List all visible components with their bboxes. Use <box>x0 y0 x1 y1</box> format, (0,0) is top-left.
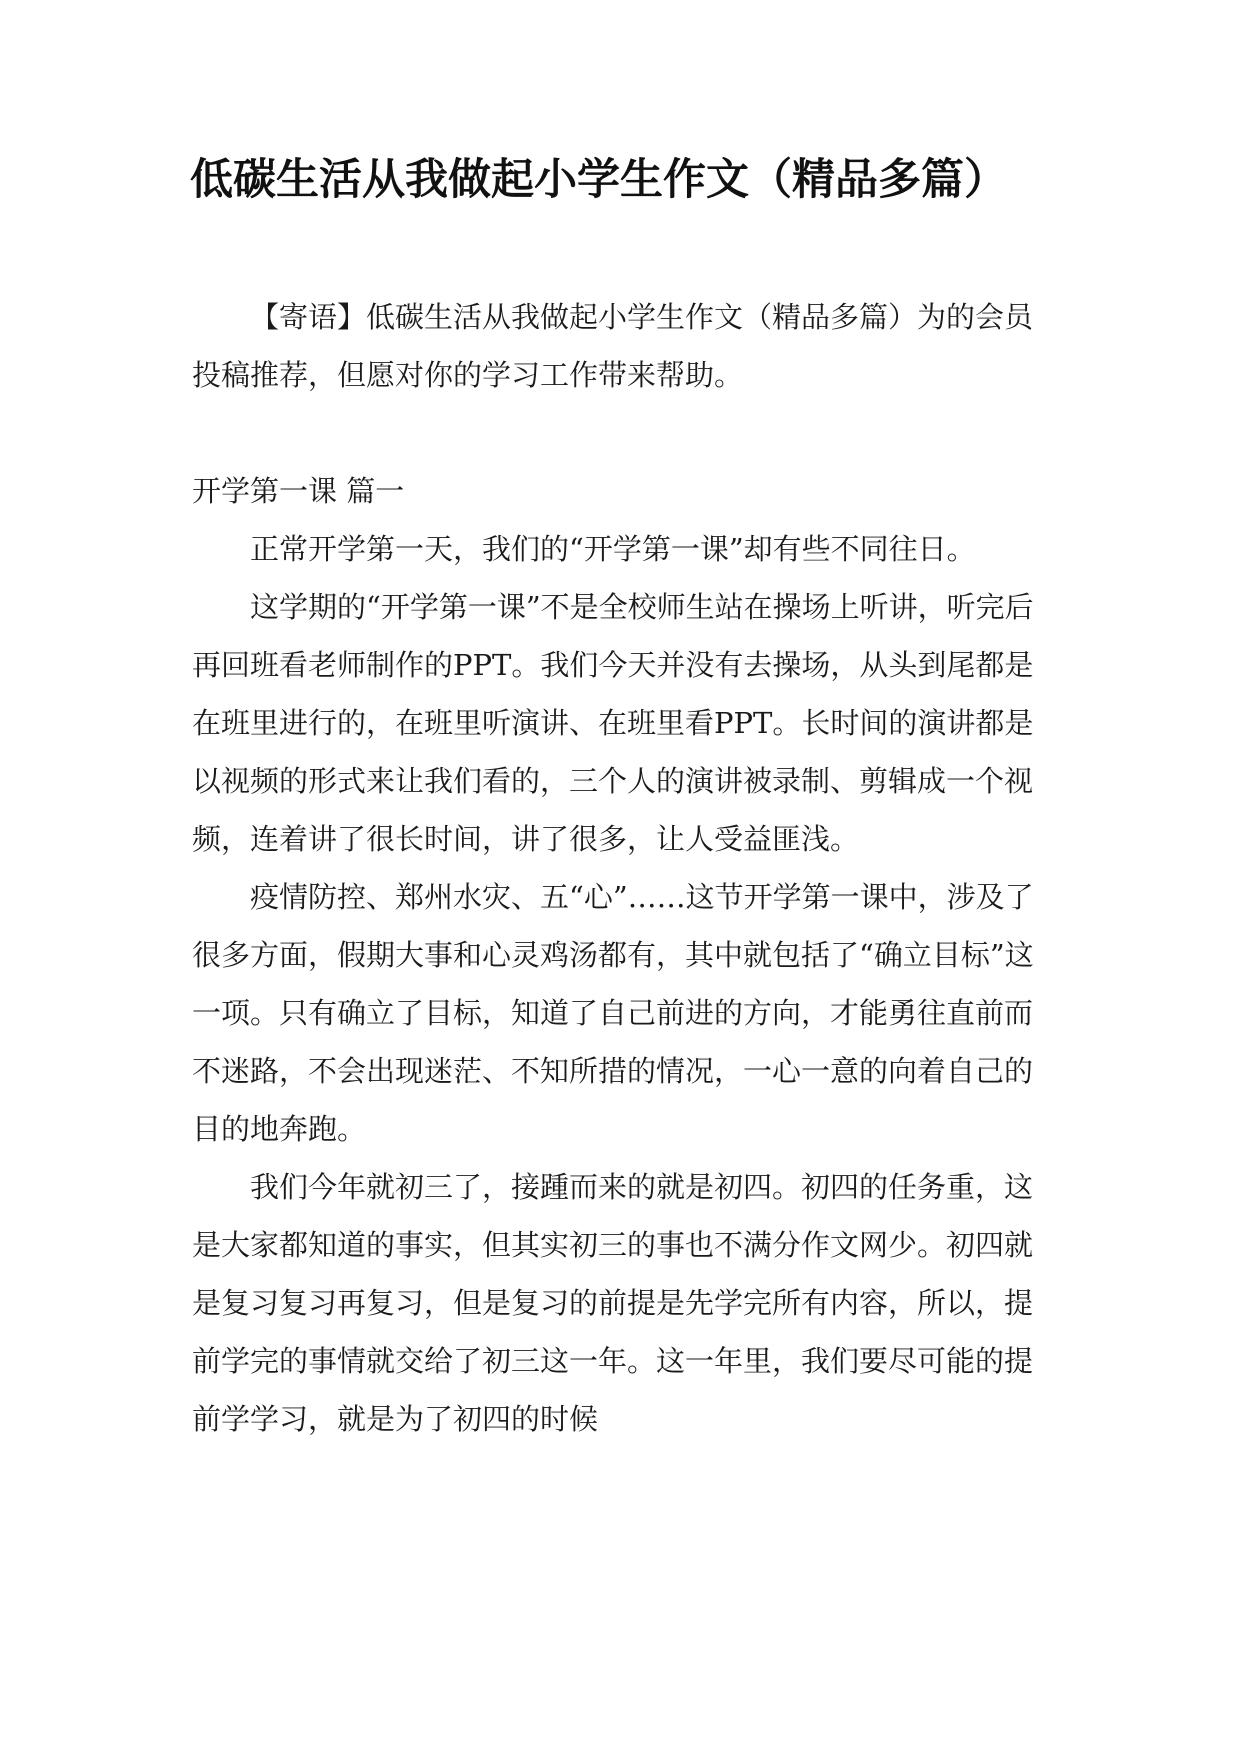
body-paragraph: 疫情防控、郑州水灾、五“心”……这节开学第一课中，涉及了很多方面，假期大事和心灵鸡汤都有，其中就包括了“确立目标”这一项。只有确立了目标，知道了自己前进的方向，才能勇往直前而不迷路，不会出现迷茫、不知所措的情况，一心一意的向着自己的目的地奔跑。 <box>192 880 1034 1146</box>
section-heading: 开学第一课 篇一 <box>192 474 405 508</box>
body-paragraph: 这学期的“开学第一课”不是全校师生站在操场上听讲，听完后再回班看老师制作的PPT。我们今天并没有去操场，从头到尾都是在班里进行的，在班里听演讲、在班里看PPT。长时间的演讲都是以视频的形式来让我们看的，三个人的演讲被录制、剪辑成一个视频，连着讲了很长时间，讲了很多，让人受益匪浅。 <box>192 590 1034 856</box>
intro-paragraph: 【寄语】低碳生活从我做起小学生作文（精品多篇）为的会员投稿推荐，但愿对你的学习工作带来帮助。 <box>192 300 1034 392</box>
body-paragraph: 正常开学第一天，我们的“开学第一课”却有些不同往日。 <box>250 532 976 566</box>
document-title: 低碳生活从我做起小学生作文（精品多篇） <box>190 155 1007 205</box>
body-paragraph: 我们今年就初三了，接踵而来的就是初四。初四的任务重，这是大家都知道的事实，但其实初三的事也不满分作文网少。初四就是复习复习再复习，但是复习的前提是先学完所有内容，所以，提前学完的事情就交给了初三这一年。这一年里，我们要尽可能的提前学学习，就是为了初四的时候 <box>192 1170 1034 1436</box>
document-body <box>192 288 1054 1448</box>
